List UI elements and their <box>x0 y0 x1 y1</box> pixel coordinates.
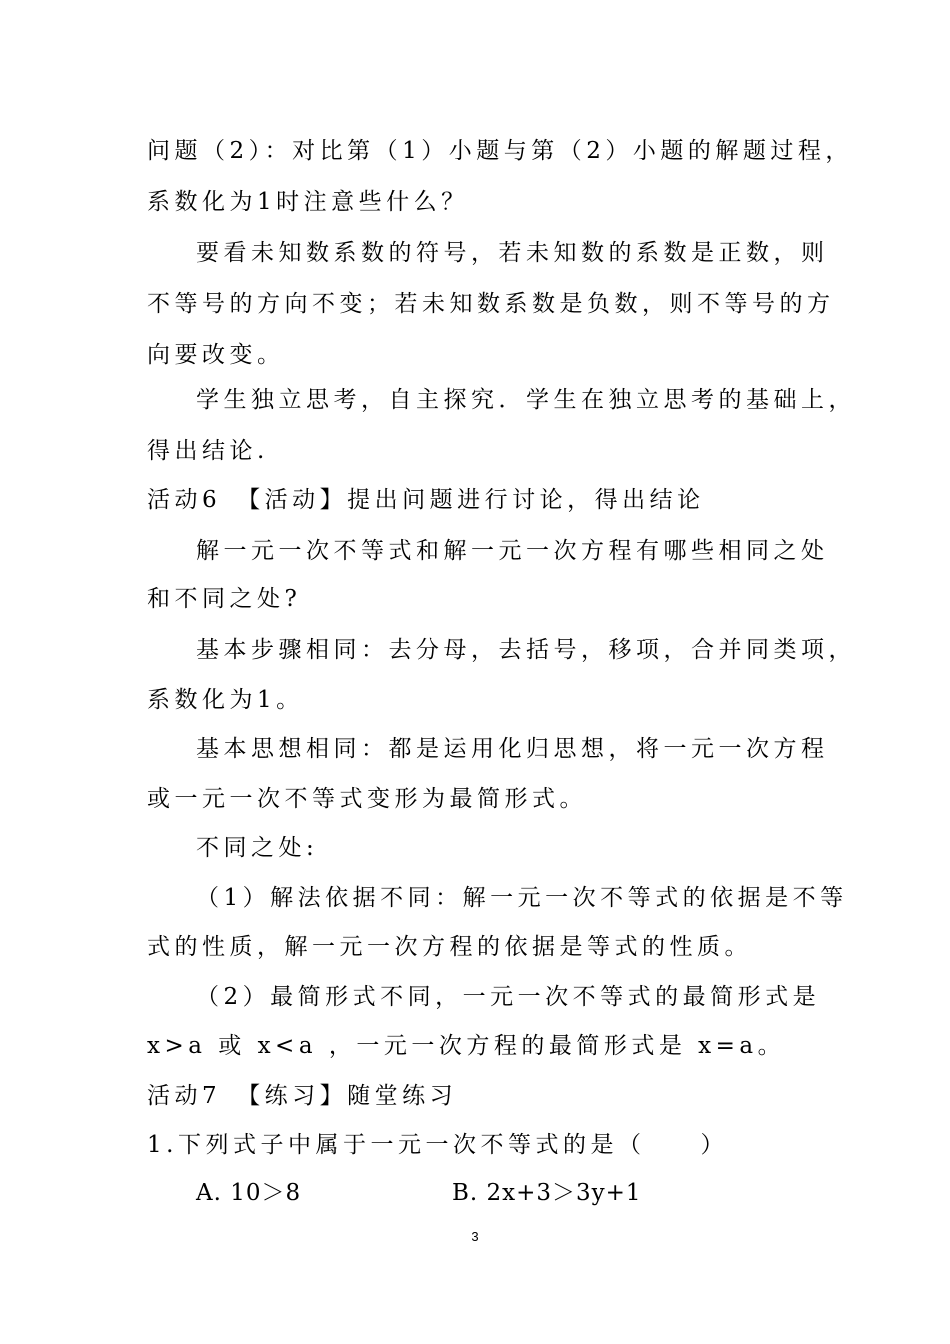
activity-6-heading: 活动6 【活动】提出问题进行讨论，得出结论 <box>147 487 705 513</box>
activity-7-heading: 活动7 【练习】随堂练习 <box>147 1083 458 1109</box>
question-2-line-1: 问题（2）：对比第（1）小题与第（2）小题的解题过程， <box>147 138 853 164</box>
question-paragraph-line-1: 解一元一次不等式和解一元一次方程有哪些相同之处 <box>196 538 829 564</box>
difference-2-line-2: x>a 或 x<a ，一元一次方程的最简形式是 x=a。 <box>147 1033 786 1059</box>
basic-steps-line-1: 基本步骤相同：去分母，去括号，移项，合并同类项， <box>196 637 856 663</box>
answer-paragraph-line-3: 向要改变。 <box>147 342 285 368</box>
question-paragraph-line-2: 和不同之处? <box>147 586 302 612</box>
basic-idea-line-1: 基本思想相同：都是运用化归思想，将一元一次方程 <box>196 736 829 762</box>
question-2-line-2: 系数化为1时注意些什么？ <box>147 189 469 215</box>
basic-steps-line-2: 系数化为1。 <box>147 687 304 713</box>
exercise-1-option-b: B. 2x+3＞3y+1 <box>452 1180 642 1206</box>
page-number: 3 <box>471 1229 479 1244</box>
student-thinking-line-1: 学生独立思考，自主探究．学生在独立思考的基础上， <box>196 387 856 413</box>
basic-idea-line-2: 或一元一次不等式变形为最简形式。 <box>147 786 587 812</box>
student-thinking-line-2: 得出结论. <box>147 438 269 464</box>
difference-1-line-1: （1）解法依据不同：解一元一次不等式的依据是不等 <box>196 885 848 911</box>
answer-paragraph-line-1: 要看未知数系数的符号，若未知数的系数是正数，则 <box>196 240 829 266</box>
difference-2-line-1: （2）最简形式不同，一元一次不等式的最简形式是 <box>196 984 821 1010</box>
answer-paragraph-line-2: 不等号的方向不变；若未知数系数是负数，则不等号的方 <box>147 291 835 317</box>
exercise-1-option-a: A. 10＞8 <box>196 1180 302 1206</box>
difference-1-line-2: 式的性质，解一元一次方程的依据是等式的性质。 <box>147 934 752 960</box>
exercise-1-question: 1.下列式子中属于一元一次不等式的是（ ） <box>147 1132 728 1158</box>
differences-heading: 不同之处: <box>196 835 319 861</box>
